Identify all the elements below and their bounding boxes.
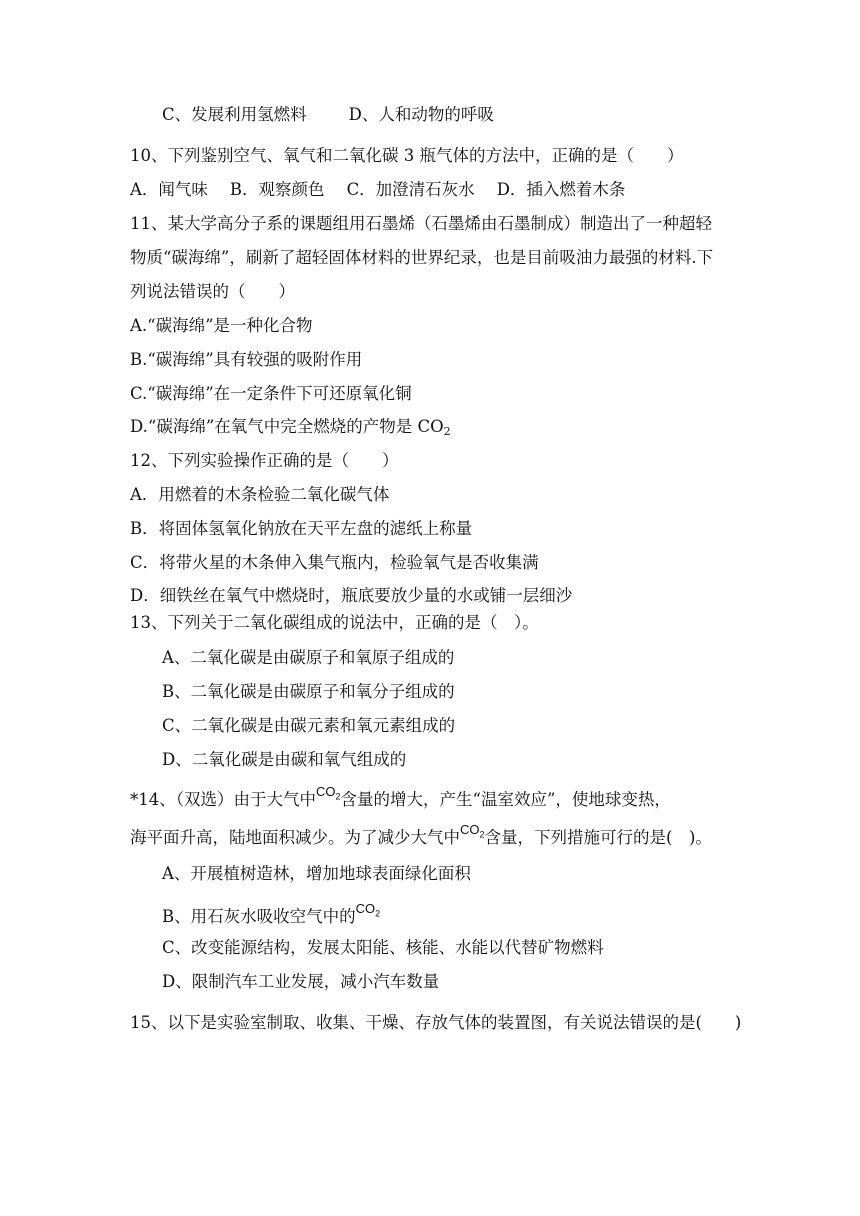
co2-formula: CO2	[316, 784, 341, 802]
question-13-option-a: A、二氧化碳是由碳原子和氧原子组成的	[162, 648, 455, 667]
question-12-option-d: D．细铁丝在氧气中燃烧时，瓶底要放少量的水或铺一层细沙	[130, 586, 573, 605]
option-text: D.“碳海绵”在氧气中完全燃烧的产物是 CO	[130, 417, 444, 436]
question-14-option-a: A、开展植树造林，增加地球表面绿化面积	[162, 864, 471, 883]
option-text: B、用石灰水吸收空气中的	[162, 907, 356, 926]
option-line	[162, 104, 494, 126]
question-text: *14、（双选）由于大气中	[130, 790, 316, 809]
question-14-option-c: C、改变能源结构，发展太阳能、核能、水能以代替矿物燃料	[162, 938, 604, 957]
co2-formula: CO2	[460, 822, 485, 840]
question-11-line2: 物质“碳海绵”，刷新了超轻固体材料的世界纪录，也是目前吸油力最强的材料.下	[130, 248, 714, 267]
question-13-option-b: B、二氧化碳是由碳原子和氧分子组成的	[162, 682, 455, 701]
question-11-option-d	[130, 416, 451, 443]
question-11-line3: 列说法错误的（ ）	[130, 282, 295, 301]
question-11-option-b: B.“碳海绵”具有较强的吸附作用	[130, 350, 363, 369]
option-c: C．加澄清石灰水	[346, 180, 475, 199]
question-15: 15、以下是实验室制取、收集、干燥、存放气体的装置图，有关说法错误的是( )	[130, 1013, 742, 1032]
question-13: 13、下列关于二氧化碳组成的说法中，正确的是（ ）。	[130, 613, 539, 632]
question-10: 10、下列鉴别空气、氧气和二氧化碳 3 瓶气体的方法中，正确的是（ ）	[130, 146, 684, 165]
question-12-option-b: B．将固体氢氧化钠放在天平左盘的滤纸上称量	[130, 519, 473, 538]
question-13-option-c: C、二氧化碳是由碳元素和氧元素组成的	[162, 716, 456, 735]
question-14-line1	[130, 784, 671, 817]
question-12-option-c: C．将带火星的木条伸入集气瓶内，检验氧气是否收集满	[130, 553, 539, 572]
question-13-option-d: D、二氧化碳是由碳和氧气组成的	[162, 750, 407, 769]
question-14-option-d: D、限制汽车工业发展，减小汽车数量	[162, 972, 440, 991]
question-12: 12、下列实验操作正确的是（ ）	[130, 451, 399, 470]
question-11-option-c: C.“碳海绵”在一定条件下可还原氧化铜	[130, 384, 412, 403]
option-d: D．插入燃着木条	[496, 180, 626, 199]
question-11-option-a: A.“碳海绵”是一种化合物	[130, 316, 313, 335]
option-a: A．闻气味	[130, 180, 208, 199]
option-d: D、人和动物的呼吸	[348, 105, 494, 124]
question-text: 海平面升高，陆地面积减少。为了减少大气中	[130, 828, 460, 847]
subscript: 2	[443, 425, 451, 438]
question-14-line2	[130, 822, 712, 855]
co2-formula: CO2	[355, 901, 381, 919]
option-c: C、发展利用氢燃料	[162, 105, 307, 124]
question-11-line1: 11、某大学高分子系的课题组用石墨烯（石墨烯由石墨制成）制造出了一种超轻	[130, 214, 712, 233]
question-10-options	[130, 179, 625, 201]
question-14-option-b	[162, 901, 381, 934]
option-b: B．观察颜色	[229, 180, 325, 199]
question-text: 含量，下列措施可行的是( )。	[484, 828, 712, 847]
question-12-option-a: A．用燃着的木条检验二氧化碳气体	[130, 485, 390, 504]
question-text: 含量的增大，产生“温室效应”，使地球变热，	[340, 790, 671, 809]
